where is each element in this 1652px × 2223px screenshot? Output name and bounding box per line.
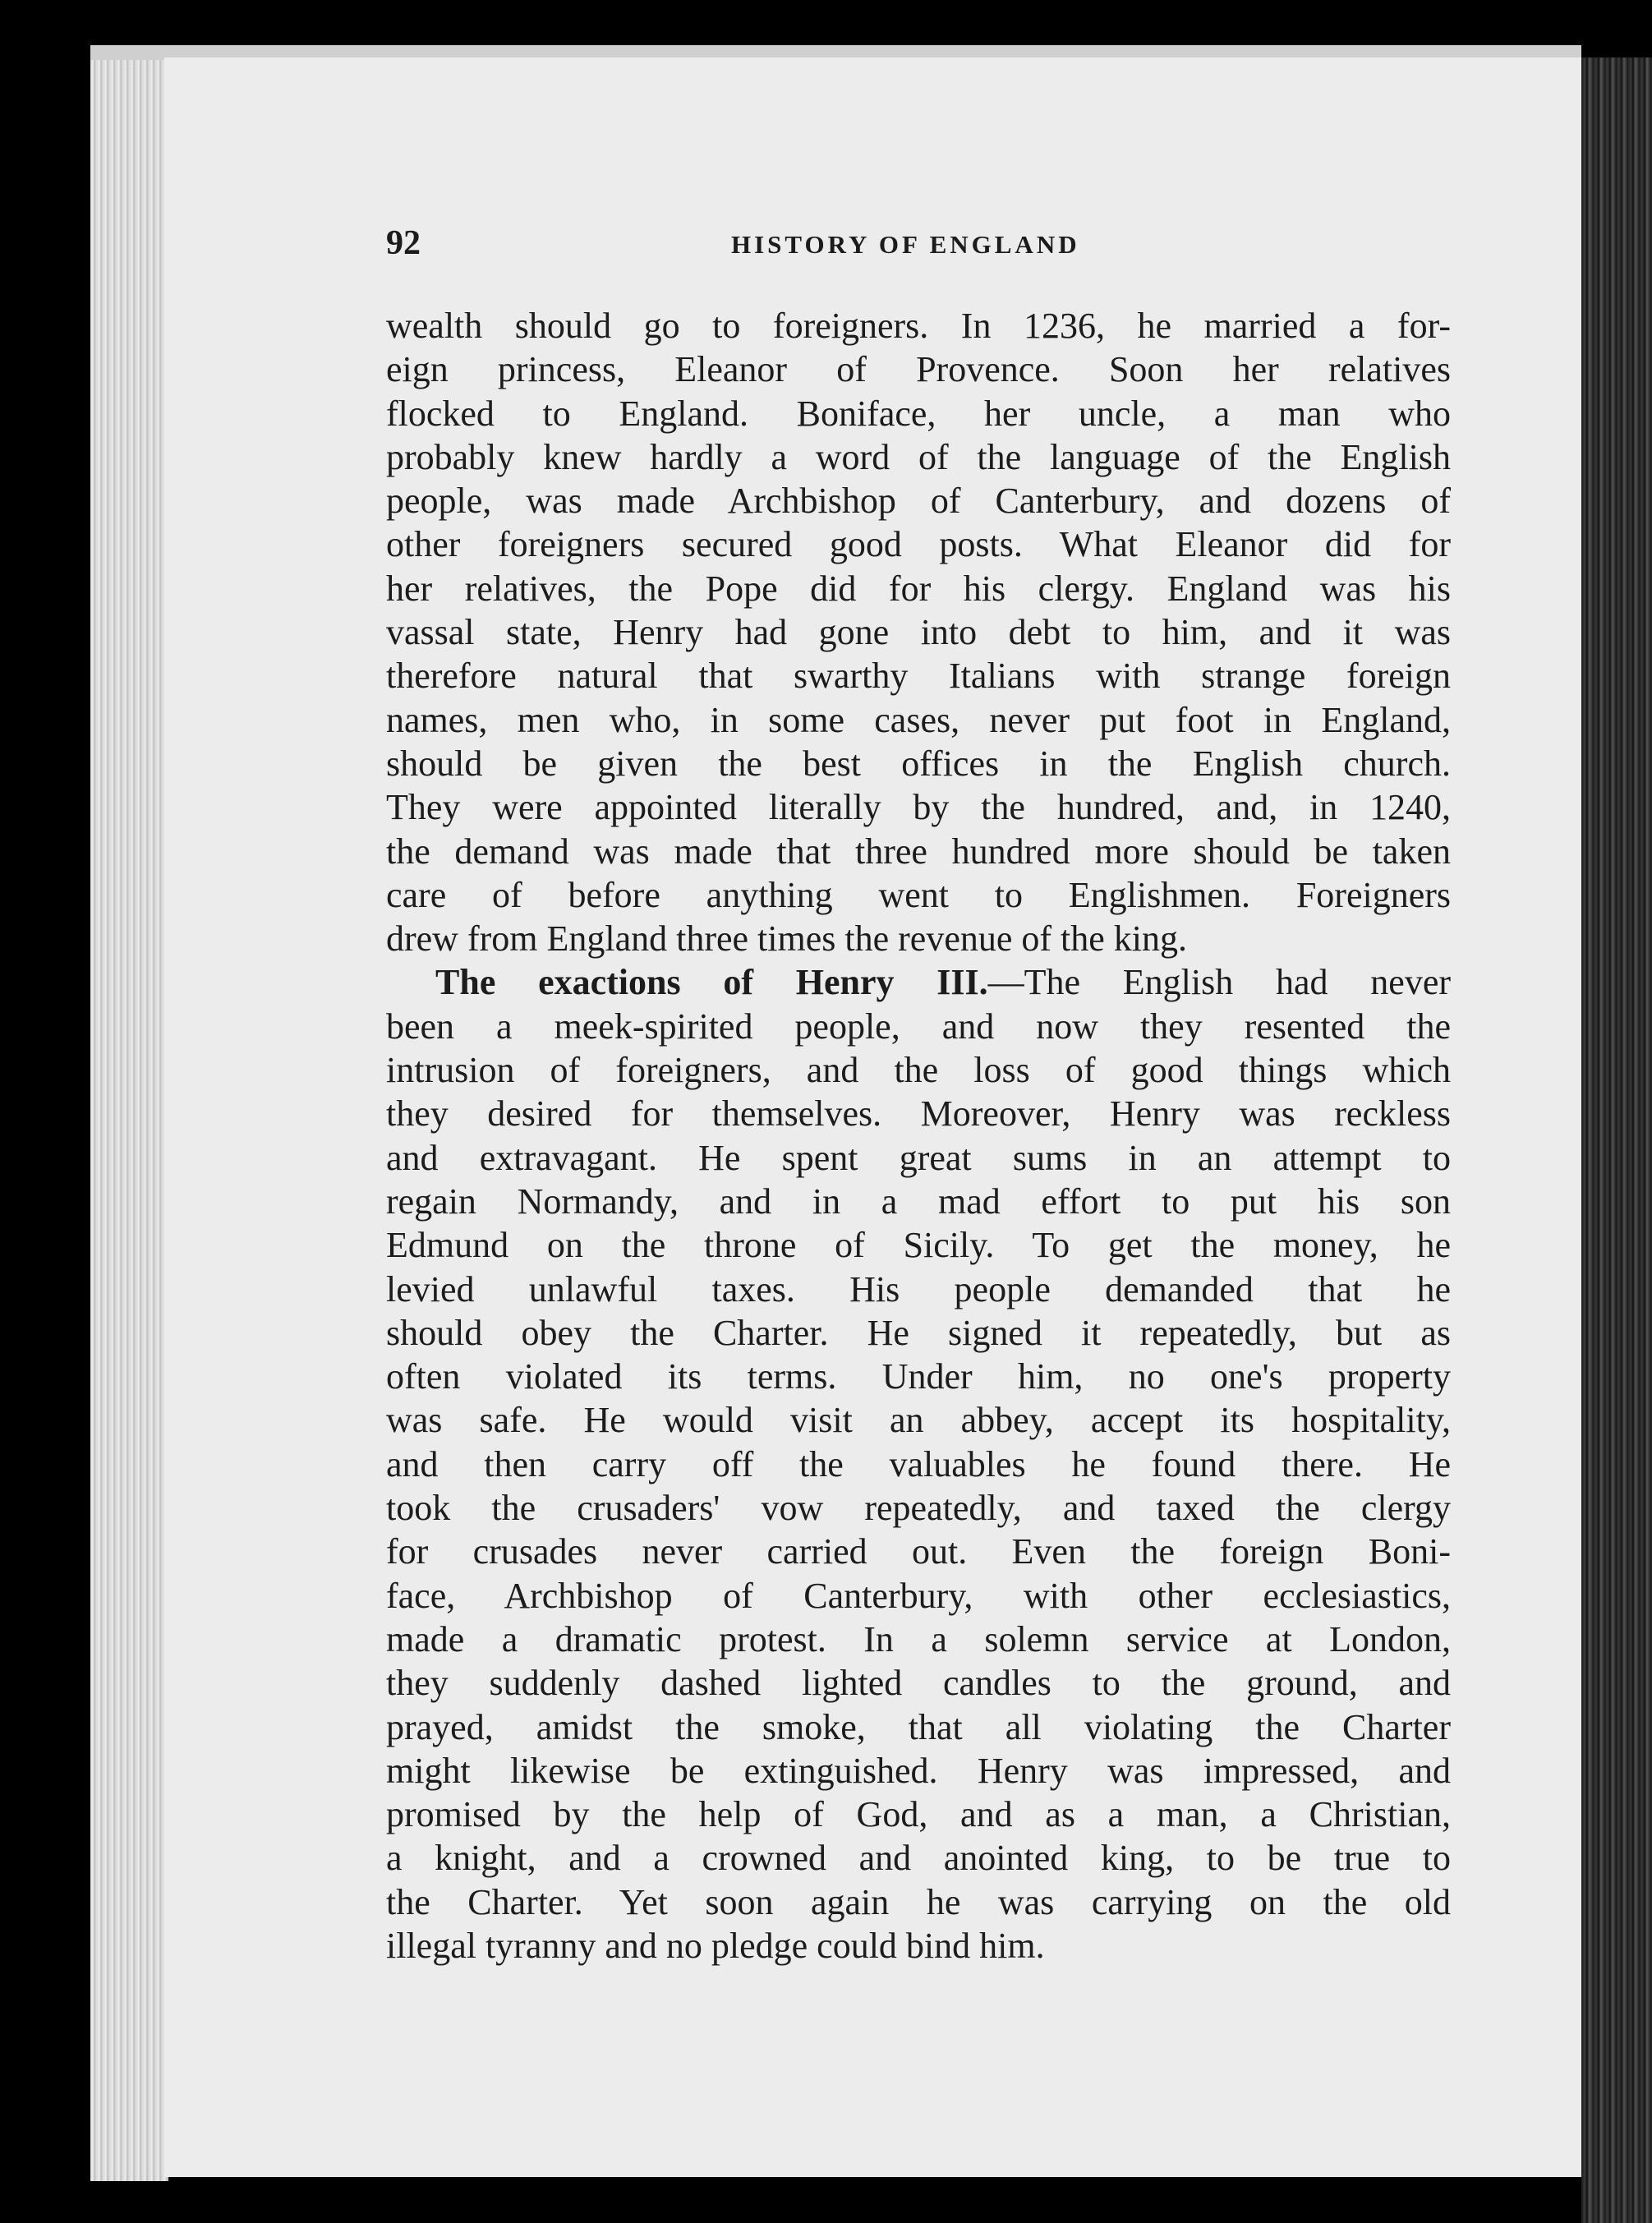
text-line: they desired for themselves. Moreover, Henry was reckless (386, 1093, 1451, 1135)
text-line: intrusion of foreigners, and the loss of good things which (386, 1050, 1451, 1091)
page-header (386, 223, 1454, 273)
book-page-edges (90, 45, 168, 2181)
running-head: HISTORY OF ENGLAND (731, 230, 1080, 259)
text-line: flocked to England. Boniface, her uncle, a man who (386, 393, 1451, 434)
binding-gutter (1581, 58, 1652, 2223)
text-line: regain Normandy, and in a mad effort to put his son (386, 1181, 1451, 1222)
text-line: illegal tyranny and no pledge could bind him. (386, 1925, 1045, 1966)
text-line: names, men who, in some cases, never put foot in England, (386, 699, 1451, 740)
text-line: and then carry off the valuables he found there. He (386, 1443, 1451, 1484)
text-line: was safe. He would visit an abbey, accept its hospitality, (386, 1400, 1451, 1441)
section-heading: The exactions of Henry III. (435, 962, 988, 1003)
text-line: the demand was made that three hundred more should be taken (386, 831, 1451, 872)
text-line: the Charter. Yet soon again he was carrying on the old (386, 1881, 1451, 1922)
text-line: therefore natural that swarthy Italians with strange foreign (386, 656, 1451, 697)
section-heading-line (386, 960, 1451, 1004)
text-line: levied unlawful taxes. His people demanded that he (386, 1268, 1451, 1309)
text-line: for crusades never carried out. Even the foreign Boni- (386, 1531, 1451, 1572)
text-line: might likewise be extinguished. Henry was impressed, and (386, 1750, 1451, 1791)
text-line: drew from England three times the revenue of the king. (386, 918, 1188, 960)
text-line: they suddenly dashed lighted candles to the ground, and (386, 1663, 1451, 1704)
page-number: 92 (386, 224, 421, 262)
text-line: care of before anything went to Englishmen. Foreigners (386, 874, 1451, 915)
text-line: Edmund on the throne of Sicily. To get the money, he (386, 1225, 1451, 1266)
paragraph-2 (386, 960, 1451, 1968)
text-line: other foreigners secured good posts. What Eleanor did for (386, 524, 1451, 565)
text-line: people, was made Archbishop of Canterbury, and dozens of (386, 481, 1451, 522)
text-line: should obey the Charter. He signed it repeatedly, but as (386, 1312, 1451, 1353)
heading-line-text: —The English had never (987, 962, 1451, 1003)
text-line: probably knew hardly a word of the language of the English (386, 436, 1451, 477)
text-line: They were appointed literally by the hundred, and, in 1240, (386, 787, 1451, 828)
text-line: often violated its terms. Under him, no one's property (386, 1356, 1451, 1397)
text-line: eign princess, Eleanor of Provence. Soon her relatives (386, 349, 1451, 390)
text-line: and extravagant. He spent great sums in an attempt to (386, 1137, 1451, 1178)
text-line: face, Archbishop of Canterbury, with other ecclesiastics, (386, 1575, 1451, 1616)
text-line: her relatives, the Pope did for his clergy. England was his (386, 568, 1451, 609)
text-line: been a meek-spirited people, and now they resented the (386, 1006, 1451, 1047)
text-line: wealth should go to foreigners. In 1236, he married a for- (386, 306, 1451, 346)
text-line: a knight, and a crowned and anointed king, to be true to (386, 1838, 1451, 1879)
text-line: prayed, amidst the smoke, that all violating the Charter (386, 1706, 1451, 1747)
body-text (386, 304, 1451, 1968)
text-line: made a dramatic protest. In a solemn service at London, (386, 1618, 1451, 1659)
text-line: promised by the help of God, and as a man, a Christian, (386, 1794, 1451, 1835)
text-line: vassal state, Henry had gone into debt to him, and it was (386, 612, 1451, 653)
text-line: took the crusaders' vow repeatedly, and taxed the clergy (386, 1488, 1451, 1529)
text-line: should be given the best offices in the English church. (386, 743, 1451, 784)
paragraph-1 (386, 304, 1451, 960)
